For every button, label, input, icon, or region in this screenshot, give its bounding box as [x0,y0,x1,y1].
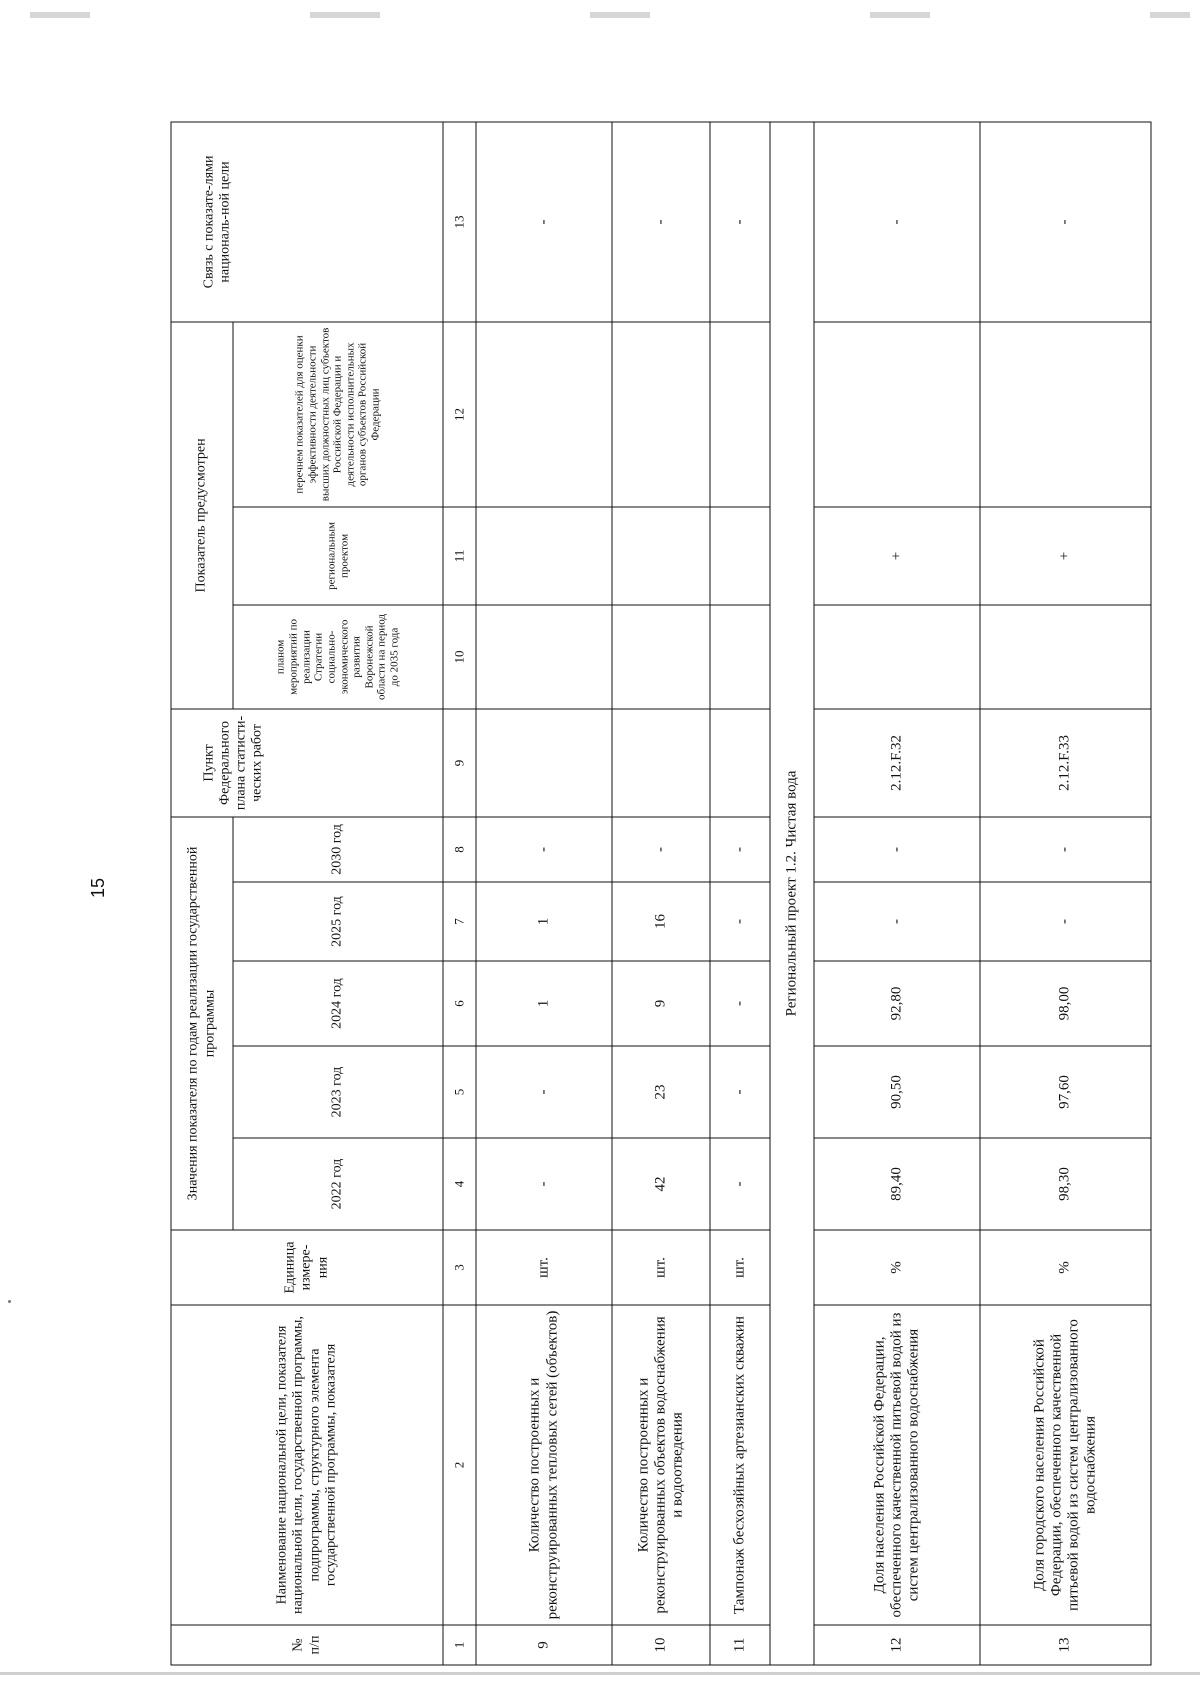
header-fed-plan: Пункт Федерального плана статисти-ческих работ [171,708,443,816]
row-name: Количество построенных и реконструированных тепловых сетей (объектов) [476,1305,612,1625]
row-2025: - [710,882,770,961]
row-strategy [980,604,1151,708]
scan-artifact-bottom [0,1672,1200,1675]
row-name: Тампонаж бесхозяйных артезианских скважин [710,1305,770,1625]
row-strategy [814,604,980,708]
scan-dot [8,1300,11,1303]
page-number: 15 [88,877,108,899]
row-2030: - [710,816,770,881]
row-fed-plan: 2.12.F.32 [814,708,980,816]
header-unit: Единица измере-ния [171,1230,443,1305]
row-2024: 9 [612,961,710,1046]
row-unit: шт. [612,1230,710,1305]
row-unit: шт. [710,1230,770,1305]
row-strategy [476,604,612,708]
row-efficiency [612,321,710,506]
row-2023: 97,60 [980,1046,1151,1138]
col-num: 8 [443,816,476,881]
section-title: Региональный проект 1.2. Чистая вода [770,121,814,1664]
row-efficiency [814,321,980,506]
row-name: Доля населения Российской Федерации, обеспеченного качественной питьевой водой из систем централизованного водоснабжения [814,1305,980,1625]
row-num: 10 [612,1625,710,1665]
row-fed-plan: 2.12.F.33 [980,708,1151,816]
header-regional: региональным проектом [233,506,443,604]
row-2022: 42 [612,1138,710,1230]
row-2024: 92,80 [814,961,980,1046]
row-name: Количество построенных и реконструированных объектов водоснабжения и водоотведения [612,1305,710,1625]
row-efficiency [710,321,770,506]
row-link: - [612,121,710,321]
row-link: - [980,121,1151,321]
row-2024: 1 [476,961,612,1046]
header-name: Наименование национальной цели, показателя национальной цели, государственной программы, подпрограммы, структурного элемента государственной программы, показателя [171,1305,443,1625]
row-unit: % [980,1230,1151,1305]
col-num: 3 [443,1230,476,1305]
col-num: 5 [443,1046,476,1138]
header-year-2025: 2025 год [233,882,443,961]
table-row [814,121,980,1664]
col-num: 1 [443,1625,476,1665]
row-2030: - [814,816,980,881]
col-num: 12 [443,321,476,506]
row-num: 12 [814,1625,980,1665]
scan-speck [30,12,90,18]
row-2023: - [710,1046,770,1138]
col-num: 4 [443,1138,476,1230]
scan-speck [1150,12,1190,18]
row-2025: 16 [612,882,710,961]
row-2023: - [476,1046,612,1138]
header-values-group: Значения показателя по годам реализации государственной программы [171,816,233,1229]
row-strategy [710,604,770,708]
row-efficiency [476,321,612,506]
row-2022: - [710,1138,770,1230]
row-2024: 98,00 [980,961,1151,1046]
row-2030: - [980,816,1151,881]
scan-speck [310,12,380,18]
row-link: - [814,121,980,321]
row-regional [476,506,612,604]
header-year-2030: 2030 год [233,816,443,881]
row-unit: % [814,1230,980,1305]
col-num: 6 [443,961,476,1046]
row-fed-plan [612,708,710,816]
row-2022: - [476,1138,612,1230]
row-2030: - [612,816,710,881]
scan-speck [870,12,930,18]
table-row [980,121,1151,1664]
row-link: - [476,121,612,321]
header-strategy: планом мероприятий по реализации Стратегии социально-экономического развития Воронежской области на период до 2035 года [233,604,443,708]
col-num: 2 [443,1305,476,1625]
header-link: Связь с показате-лями националь-ной цели [171,121,443,321]
row-2022: 89,40 [814,1138,980,1230]
table-row [710,121,770,1664]
header-row-1 [171,121,233,1664]
row-regional: + [814,506,980,604]
header-num: № п/п [171,1625,443,1665]
header-provided-group: Показатель предусмотрен [171,321,233,708]
header-year-2024: 2024 год [233,961,443,1046]
header-year-2022: 2022 год [233,1138,443,1230]
row-fed-plan [710,708,770,816]
row-num: 11 [710,1625,770,1665]
header-efficiency: перечнем показателей для оценки эффективности деятельности высших должностных лиц субъектов Российской Федерации и деятельности исполнительных органов субъектов Российской Федерации [233,321,443,506]
row-num: 9 [476,1625,612,1665]
table-row [476,121,612,1664]
row-2022: 98,30 [980,1138,1151,1230]
col-num: 9 [443,708,476,816]
row-regional: + [980,506,1151,604]
row-2023: 23 [612,1046,710,1138]
row-2023: 90,50 [814,1046,980,1138]
row-regional [710,506,770,604]
row-regional [612,506,710,604]
row-2030: - [476,816,612,881]
row-num: 13 [980,1625,1151,1665]
row-unit: шт. [476,1230,612,1305]
row-2025: - [980,882,1151,961]
row-2025: 1 [476,882,612,961]
row-2025: - [814,882,980,961]
col-num: 13 [443,121,476,321]
header-year-2023: 2023 год [233,1046,443,1138]
row-name: Доля городского населения Российской Федерации, обеспеченного качественной питьевой водой из систем централизованного водоснабжения [980,1305,1151,1625]
indicators-table [170,121,1151,1665]
row-link: - [710,121,770,321]
row-fed-plan [476,708,612,816]
column-numbers-row [443,121,476,1664]
rotated-table-wrapper [170,122,1150,1665]
row-efficiency [980,321,1151,506]
row-2024: - [710,961,770,1046]
col-num: 11 [443,506,476,604]
col-num: 10 [443,604,476,708]
table-row [612,121,710,1664]
scan-speck [590,12,650,18]
scan-artifact-top [0,0,1200,26]
row-strategy [612,604,710,708]
col-num: 7 [443,882,476,961]
section-row [770,121,814,1664]
